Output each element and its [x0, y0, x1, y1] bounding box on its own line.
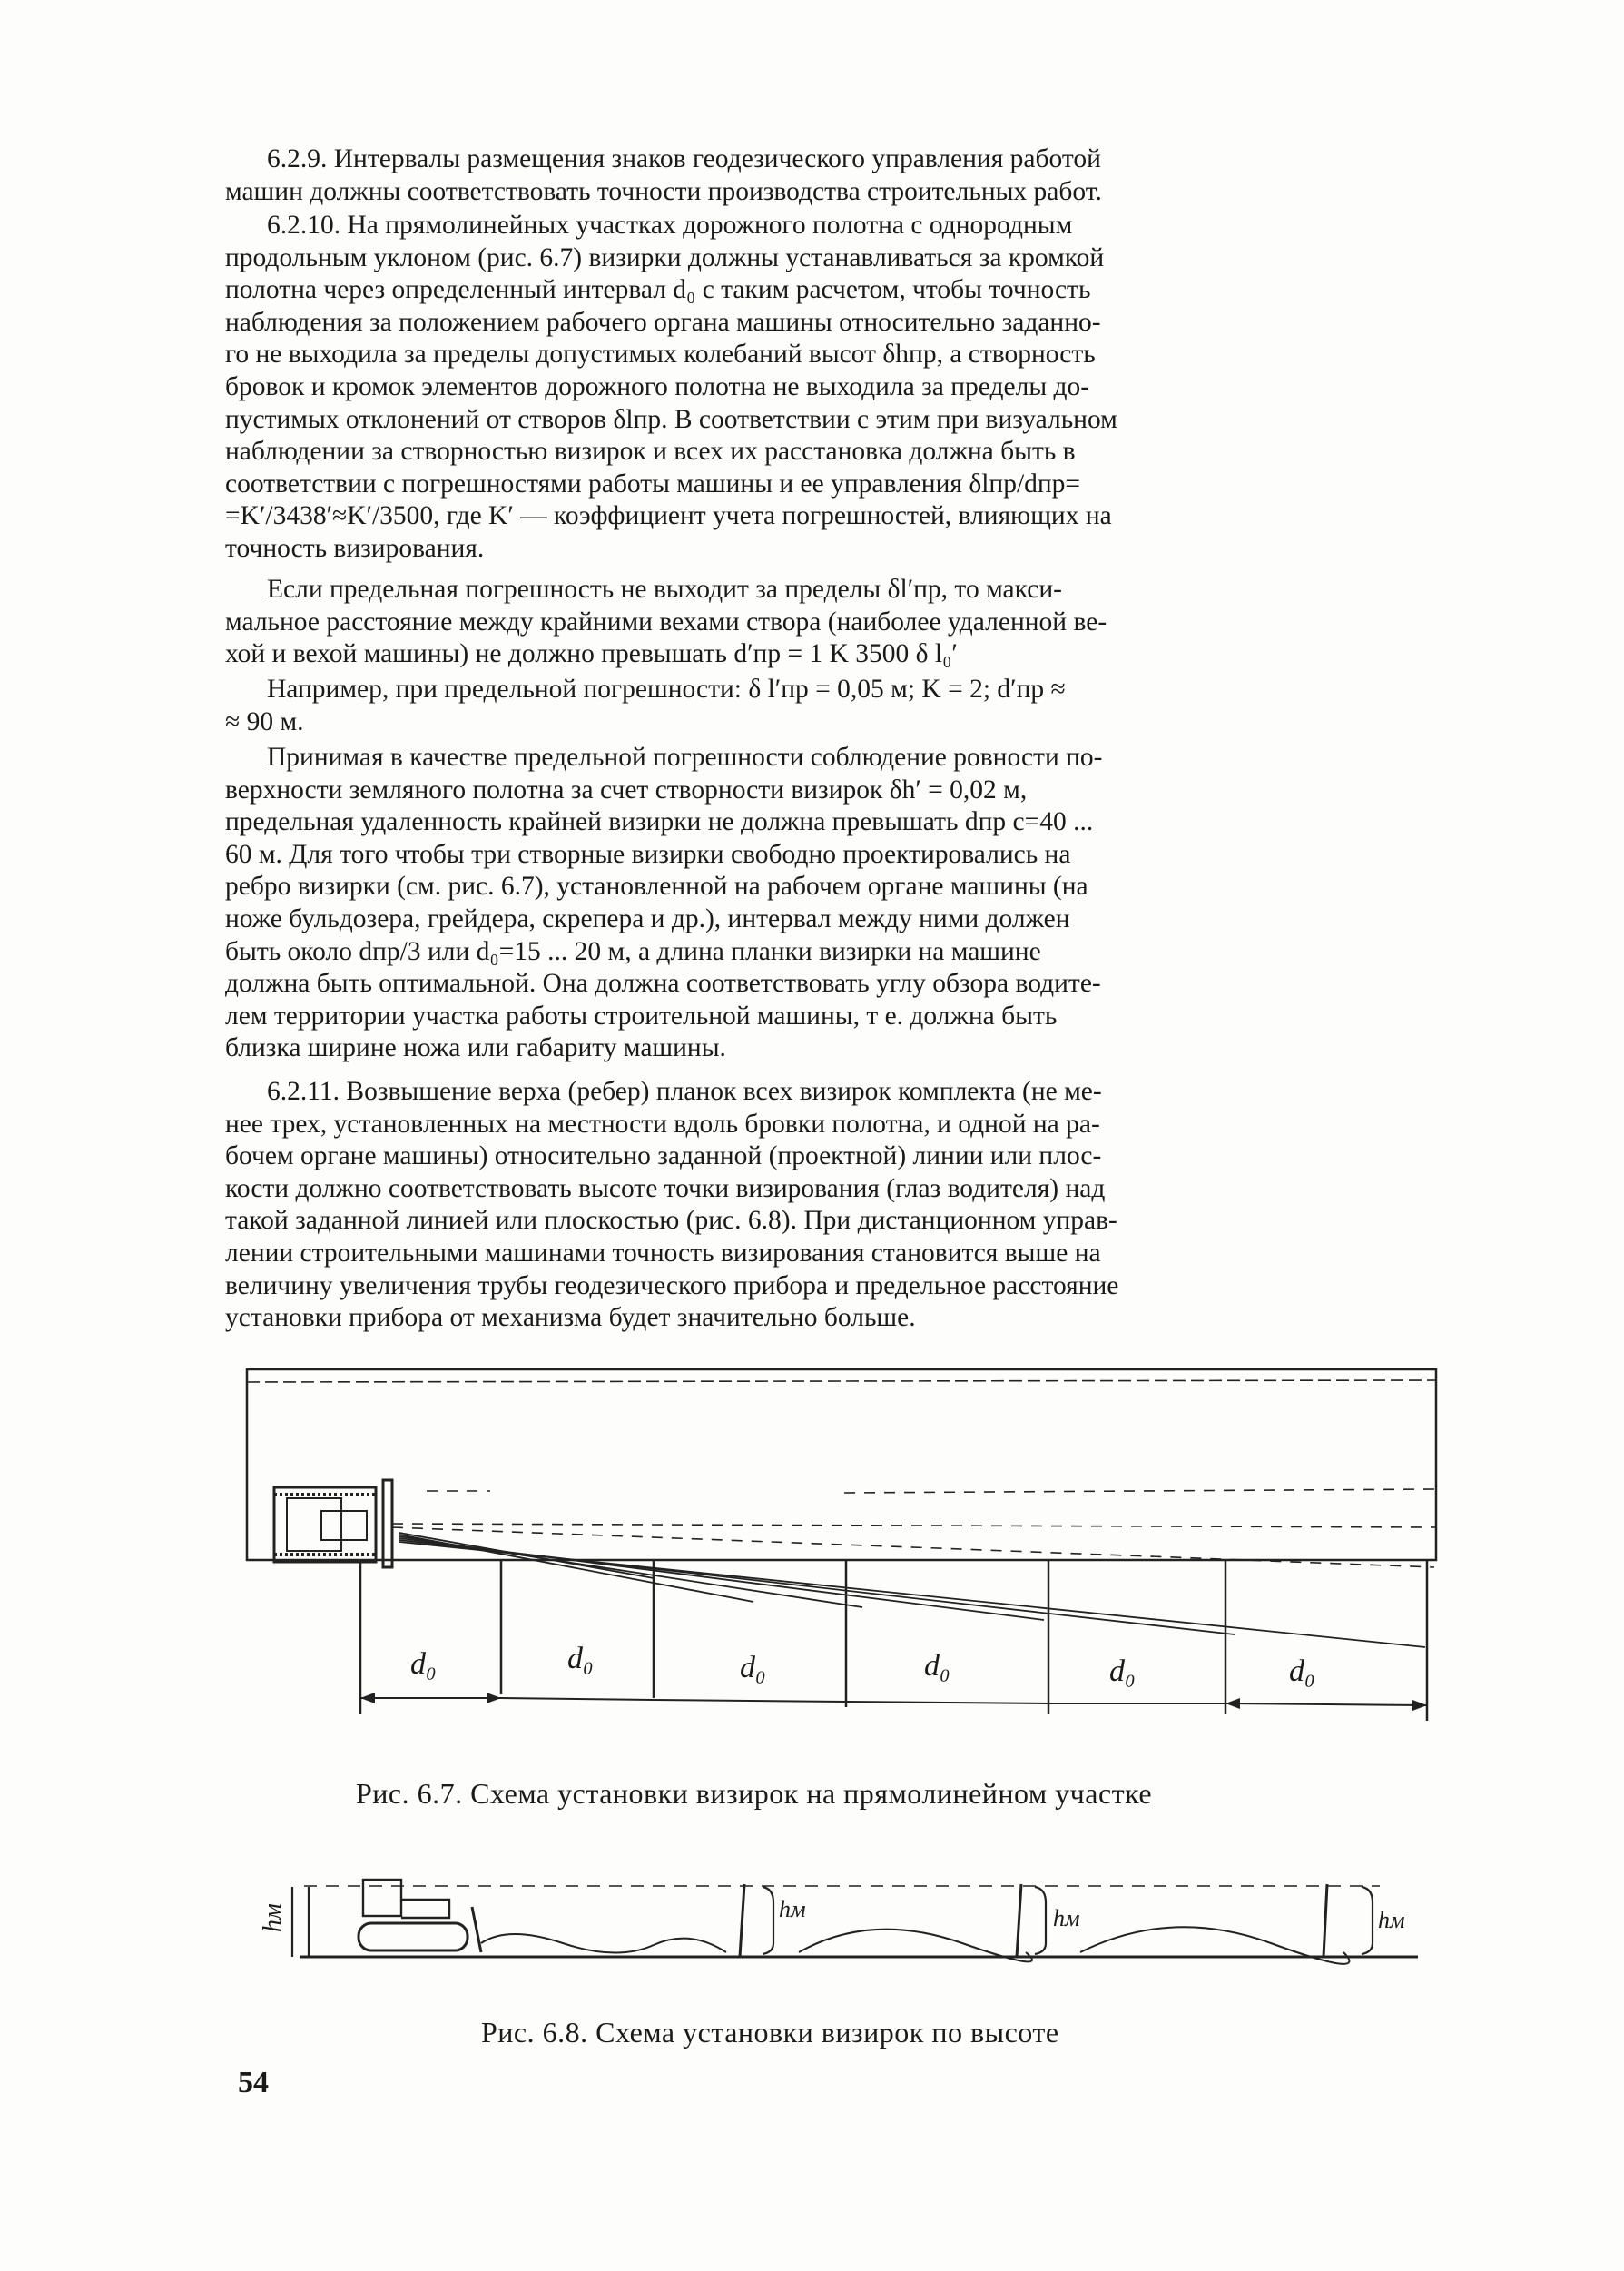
text-line: 60 м. Для того чтобы три створные визирки свободно проектировались на — [225, 839, 1071, 869]
height-label-4: hм — [1378, 1907, 1405, 1933]
text-line: хой и вехой машины) не должно превышать d′пр = 1 K 3500 δ l₀′ — [225, 639, 958, 669]
text-line: Если предельная погрешность не выходит за пределы δl′пр, то макси- — [267, 575, 1062, 604]
paragraph-6-2-10 — [225, 210, 1422, 566]
text-line: Например, при предельной погрешности: δ l′пр = 0,05 м; K = 2; d′пр ≈ — [267, 675, 1066, 704]
height-label-2: hм — [779, 1896, 806, 1922]
text-line: бочем органе машины) относительно заданной (проектной) линии или плос- — [225, 1141, 1102, 1171]
text-line: точность визирования. — [225, 533, 485, 563]
text-line: пустимых отклонений от створов δlпр. В соответствии с этим при визуальном — [225, 404, 1117, 434]
text-line: соответствии с погрешностями работы машины и ее управления δlпр/dпр= — [225, 469, 1081, 499]
paragraph-prinimaya — [225, 742, 1422, 1065]
text-line: кости должно соответствовать высоте точки визирования (глаз водителя) над — [225, 1173, 1106, 1203]
road-strip-outline — [247, 1369, 1436, 1560]
text-line: мальное расстояние между крайними вехами створа (наиболее удаленной ве- — [225, 607, 1107, 637]
text-line: лении строительными машинами точность визирования становится выше на — [225, 1238, 1101, 1268]
bulldozer-icon — [274, 1480, 392, 1567]
paragraph-6-2-9 — [225, 143, 1422, 208]
text-line: полотна через определенный интервал d₀ с таким расчетом, чтобы точность — [225, 275, 1091, 305]
text-line: 6.2.11. Возвышение верха (ребер) планок всех визирок комплекта (не ме- — [267, 1077, 1102, 1106]
text-line: верхности земляного полотна за счет створности визирок δh′ = 0,02 м, — [225, 775, 1028, 805]
text-line: быть около dпр/3 или d₀=15 ... 20 м, а длина планки визирки на машине — [225, 936, 1041, 966]
paragraph-naprimer — [225, 674, 1422, 738]
text-line: бровок и кромок элементов дорожного полотна не выходила за пределы до- — [225, 371, 1090, 401]
bulldozer-side-icon — [359, 1880, 481, 1952]
text-line: машин должны соответствовать точности производства строительных работ. — [225, 176, 1102, 206]
text-line: должна быть оптимальной. Она должна соответствовать углу обзора водите- — [225, 969, 1101, 999]
text-line: ≈ 90 м. — [225, 706, 304, 736]
text-line: величину увеличения трубы геодезического прибора и предельное расстояние — [225, 1270, 1119, 1300]
text-line: го не выходила за пределы допустимых колебаний высот δhпр, а створность — [225, 340, 1096, 370]
text-line: продольным уклоном (рис. 6.7) визирки должны устанавливаться за кромкой — [225, 242, 1105, 272]
interval-label-2: d₀ — [567, 1642, 594, 1675]
text-line: установки прибора от механизма будет значительно больше. — [225, 1303, 916, 1333]
page-number: 54 — [238, 2066, 269, 2099]
height-label-1: hм — [258, 1903, 287, 1932]
interval-label-4: d₀ — [924, 1649, 950, 1683]
text-line: нее трех, установленных на местности вдоль бровки полотна, и одной на ра- — [225, 1109, 1100, 1139]
figure-6-7-caption: Рис. 6.7. Схема установки визирок на прямолинейном участке — [356, 1777, 1153, 1810]
text-line: 6.2.10. На прямолинейных участках дорожного полотна с однородным — [267, 211, 1073, 240]
interval-label-1: d₀ — [410, 1647, 437, 1681]
figure-6-8-caption: Рис. 6.8. Схема установки визирок по высоте — [481, 2016, 1059, 2049]
text-line: =K′/3438′≈K′/3500, где K′ — коэффициент учета погрешностей, влияющих на — [225, 501, 1112, 531]
text-line: наблюдении за створностью визирок и всех их расстановка должна быть в — [225, 437, 1076, 467]
text-line: наблюдения за положением рабочего органа машины относительно заданно- — [225, 307, 1101, 337]
text-line: 6.2.9. Интервалы размещения знаков геодезического управления работой — [267, 144, 1101, 173]
interval-label-3: d₀ — [740, 1651, 766, 1684]
text-line: ребро визирки (см. рис. 6.7), установленной на рабочем органе машины (на — [225, 872, 1088, 902]
text-line: ноже бульдозера, грейдера, скрепера и др.), интервал между ними должен — [225, 903, 1070, 933]
text-line: Принимая в качестве предельной погрешности соблюдение ровности по- — [267, 743, 1103, 772]
interval-label-5: d₀ — [1109, 1654, 1136, 1688]
text-line: лем территории участка работы строительной машины, т е. должна быть — [225, 1001, 1058, 1031]
paragraph-6-2-11 — [225, 1076, 1422, 1335]
text-line: предельная удаленность крайней визирки не должна превышать dпр с=40 ... — [225, 807, 1094, 837]
text-line: такой заданной линией или плоскостью (рис. 6.8). При дистанционном управ- — [225, 1206, 1117, 1236]
interval-label-6: d₀ — [1289, 1654, 1315, 1688]
text-line: близка ширине ножа или габариту машины. — [225, 1033, 726, 1063]
paragraph-esli — [225, 574, 1422, 671]
height-label-3: hм — [1053, 1905, 1080, 1931]
